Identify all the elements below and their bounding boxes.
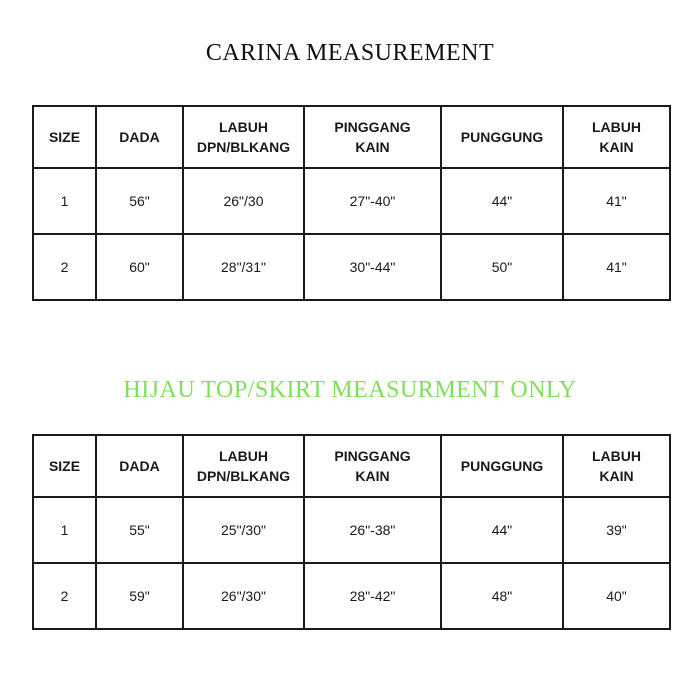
header-dada: DADA: [96, 435, 183, 497]
header-punggung: PUNGGUNG: [441, 106, 563, 168]
cell-dada: 59": [96, 563, 183, 629]
header-labuh-dpn-blkang: LABUH DPN/BLKANG: [183, 435, 304, 497]
table-row: [33, 497, 670, 563]
cell-size: 1: [33, 497, 96, 563]
cell-punggung: 50": [441, 234, 563, 300]
cell-labuh-kain: 41": [563, 168, 670, 234]
cell-punggung: 44": [441, 168, 563, 234]
cell-labuh-dpn-blkang: 25"/30": [183, 497, 304, 563]
cell-labuh-dpn-blkang: 28"/31": [183, 234, 304, 300]
table-row: [33, 168, 670, 234]
cell-pinggang-kain: 30"-44": [304, 234, 441, 300]
hijau-measurement-table: [32, 434, 671, 630]
cell-labuh-kain: 41": [563, 234, 670, 300]
header-size: SIZE: [33, 106, 96, 168]
cell-dada: 60": [96, 234, 183, 300]
header-pinggang-kain: PINGGANG KAIN: [304, 106, 441, 168]
hijau-top-skirt-measurement-title: HIJAU TOP/SKIRT MEASURMENT ONLY: [123, 377, 577, 403]
header-pinggang-kain: PINGGANG KAIN: [304, 435, 441, 497]
header-labuh-kain: LABUH KAIN: [563, 435, 670, 497]
cell-pinggang-kain: 27"-40": [304, 168, 441, 234]
cell-size: 1: [33, 168, 96, 234]
cell-punggung: 44": [441, 497, 563, 563]
header-labuh-kain: LABUH KAIN: [563, 106, 670, 168]
cell-labuh-kain: 40": [563, 563, 670, 629]
header-labuh-dpn-blkang: LABUH DPN/BLKANG: [183, 106, 304, 168]
cell-size: 2: [33, 234, 96, 300]
cell-labuh-dpn-blkang: 26"/30": [183, 563, 304, 629]
header-size: SIZE: [33, 435, 96, 497]
cell-labuh-kain: 39": [563, 497, 670, 563]
table-header-row: [33, 106, 670, 168]
cell-pinggang-kain: 28"-42": [304, 563, 441, 629]
cell-labuh-dpn-blkang: 26"/30: [183, 168, 304, 234]
table-row: [33, 563, 670, 629]
cell-size: 2: [33, 563, 96, 629]
carina-measurement-title: CARINA MEASUREMENT: [205, 40, 495, 66]
header-dada: DADA: [96, 106, 183, 168]
cell-punggung: 48": [441, 563, 563, 629]
table-header-row: [33, 435, 670, 497]
cell-pinggang-kain: 26"-38": [304, 497, 441, 563]
header-punggung: PUNGGUNG: [441, 435, 563, 497]
cell-dada: 55": [96, 497, 183, 563]
cell-dada: 56": [96, 168, 183, 234]
table-row: [33, 234, 670, 300]
carina-measurement-table: [32, 105, 671, 301]
